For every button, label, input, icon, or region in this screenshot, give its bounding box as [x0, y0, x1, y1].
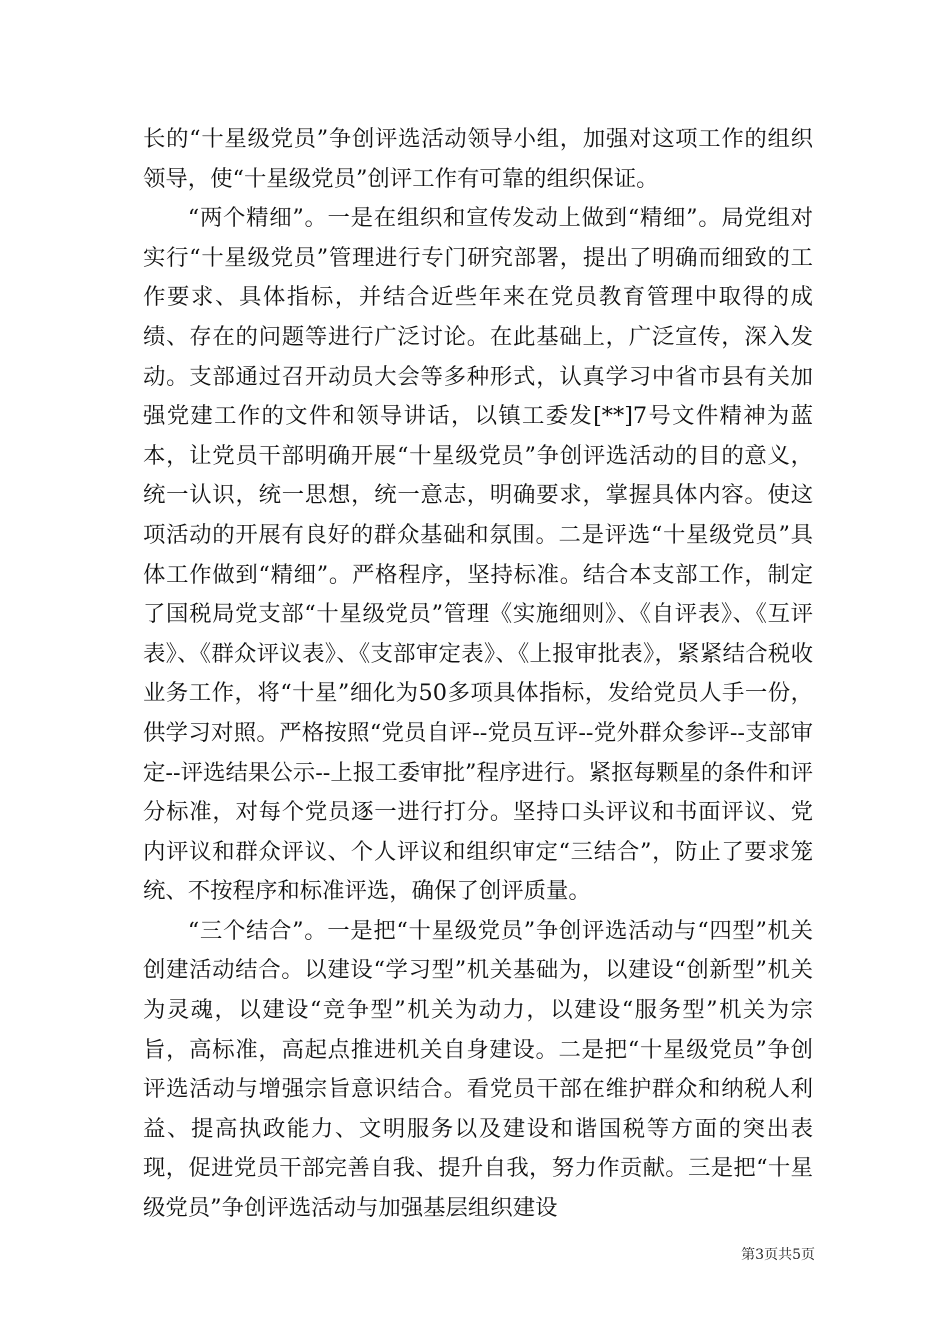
paragraph-two-refinements: “两个精细”。一是在组织和宣传发动上做到“精细”。局党组对实行“十星级党员”管理进行专门研究部署，提出了明确而细致的工作要求、具体指标，并结合近些年来在党员教育管理中取得的成绩、存在的问题等进行广泛讨论。在此基础上，广泛宣传，深入发动。支部通过召开动员大会等多种形式，认真学习中省市县有关加强党建工作的文件和领导讲话，以镇工委发[**]7号文件精神为蓝本，让党员干部明确开展“十星级党员”争创评选活动的目的意义，统一认识，统一思想，统一意志，明确要求，掌握具体内容。使这项活动的开展有良好的群众基础和氛围。二是评选“十星级党员”具体工作做到“精细”。严格程序，坚持标准。结合本支部工作，制定了国税局党支部“十星级党员”管理《实施细则》、《自评表》、《互评表》、《群众评议表》、《支部审定表》、《上报审批表》，紧紧结合税收业务工作，将“十星”细化为50多项具体指标，发给党员人手一份，供学习对照。严格按照“党员自评--党员互评--党外群众参评--支部审定--评选结果公示--上报工委审批”程序进行。紧抠每颗星的条件和评分标准，对每个党员逐一进行打分。坚持口头评议和书面评议、党内评议和群众评议、个人评议和组织审定“三结合”，防止了要求笼统、不按程序和标准评选，确保了创评质量。	[143, 205, 813, 905]
page-number-footer: 第3页共5页	[741, 1247, 815, 1263]
document-body	[143, 120, 813, 1229]
paragraph-three-combinations: “三个结合”。一是把“十星级党员”争创评选活动与“四型”机关创建活动结合。以建设“学习型”机关基础为，以建设“创新型”机关为灵魂，以建设“竞争型”机关为动力，以建设“服务型”机关为宗旨，高标准，高起点推进机关自身建设。二是把“十星级党员”争创评选活动与增强宗旨意识结合。看党员干部在维护群众和纳税人利益、提高执政能力、文明服务以及建设和谐国税等方面的突出表现，促进党员干部完善自我、提升自我，努力作贡献。三是把“十星级党员”争创评选活动与加强基层组织建设	[143, 917, 813, 1222]
paragraph-continuation: 长的“十星级党员”争创评选活动领导小组，加强对这项工作的组织领导，使“十星级党员”创评工作有可靠的组织保证。	[143, 126, 813, 192]
